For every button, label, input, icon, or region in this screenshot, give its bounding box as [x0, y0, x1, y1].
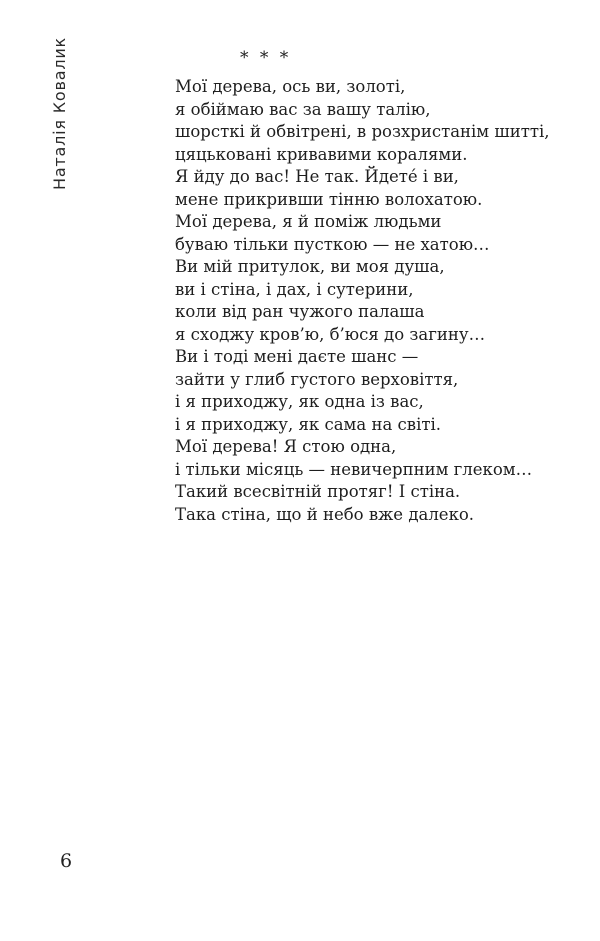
poem-line: цяцьковані кривавими коралями.: [175, 144, 468, 164]
poem-line: я сходжу кров’ю, б’юся до загину…: [175, 324, 486, 344]
poem-separator: * * *: [240, 48, 292, 68]
poem-line: Ви мій притулок, ви моя душа,: [175, 257, 445, 276]
poem-body: [175, 76, 575, 526]
poem-line: і тільки місяць — невичерпним глеком…: [175, 459, 533, 479]
page-number: 6: [60, 850, 73, 872]
poem-line: ви і стіна, і дах, і сутерини,: [175, 279, 414, 299]
poem-line: Такий всесвітній протяг! І стіна.: [175, 482, 461, 501]
poem-line: мене прикривши тінню волохатою.: [175, 189, 483, 209]
poem-line: Мої дерева! Я стою одна,: [175, 437, 397, 456]
poem-line: Мої дерева, я й поміж людьми: [175, 212, 442, 231]
poem-line: Ви і тоді мені даєте шанс —: [175, 347, 419, 366]
running-head-author: Наталія Ковалик: [50, 36, 69, 190]
poem-line: Я йду до вас! Не так. Йдете́ і ви,: [175, 167, 459, 186]
poem-line: і я приходжу, як сама на світі.: [175, 414, 442, 434]
poem-line: і я приходжу, як одна із вас,: [175, 392, 424, 411]
poem-line: Мої дерева, ось ви, золоті,: [175, 77, 406, 96]
poem-line: зайти у глиб густого верховіття,: [175, 369, 459, 389]
poem-line: буваю тільки пусткою — не хатою…: [175, 234, 490, 254]
poem-line: я обіймаю вас за вашу талію,: [175, 99, 431, 119]
poem-line: шорсткі й обвітрені, в розхристанім шитті,: [175, 122, 550, 141]
poem-line: коли від ран чужого палаша: [175, 302, 425, 321]
poem-line: Така стіна, що й небо вже далеко.: [175, 504, 475, 524]
